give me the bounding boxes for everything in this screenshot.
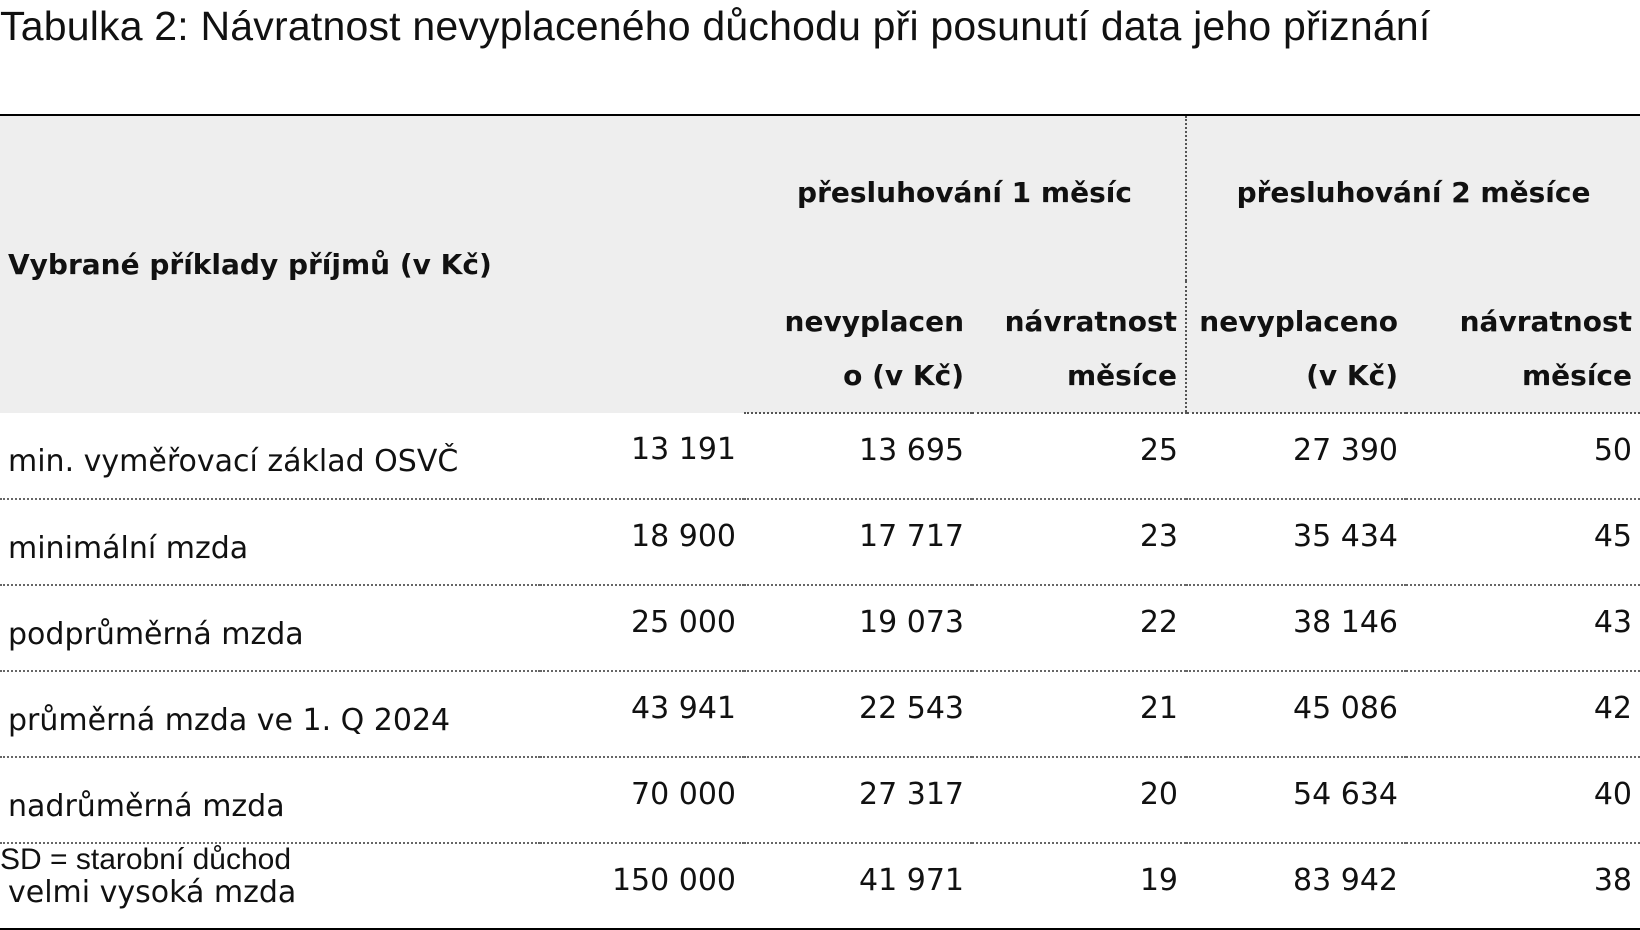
g2-return-cell: 42	[1406, 671, 1640, 757]
col-header-g2-return	[1406, 281, 1640, 413]
col-header-g2-unpaid	[1186, 281, 1406, 413]
g1-unpaid-cell: 19 073	[744, 585, 972, 671]
g1-unpaid-cell: 13 695	[744, 413, 972, 499]
income-cell: 43 941	[540, 671, 744, 757]
group-header-1-month: přesluhování 1 měsíc	[744, 115, 1186, 281]
row-label: min. vyměřovací základ OSVČ	[0, 413, 540, 499]
g1-return-cell: 22	[972, 585, 1186, 671]
col-header-g1-return	[972, 281, 1186, 413]
group-header-2-months: přesluhování 2 měsíce	[1186, 115, 1640, 281]
g1-unpaid-cell: 41 971	[744, 843, 972, 929]
g1-unpaid-cell: 22 543	[744, 671, 972, 757]
g2-unpaid-cell: 45 086	[1186, 671, 1406, 757]
income-cell: 18 900	[540, 499, 744, 585]
col-header-g1-return-line2: měsíce	[1066, 359, 1177, 392]
g2-return-cell: 43	[1406, 585, 1640, 671]
income-cell: 25 000	[540, 585, 744, 671]
g1-return-cell: 20	[972, 757, 1186, 843]
row-label: podprůměrná mzda	[0, 585, 540, 671]
g2-unpaid-cell: 54 634	[1186, 757, 1406, 843]
col-header-g2-return-line2: měsíce	[1521, 359, 1633, 392]
table-row	[0, 757, 1640, 843]
g2-unpaid-cell: 27 390	[1186, 413, 1406, 499]
g2-return-cell: 40	[1406, 757, 1640, 843]
row-label: minimální mzda	[0, 499, 540, 585]
row-label: průměrná mzda ve 1. Q 2024	[0, 671, 540, 757]
table-title: Tabulka 2: Návratnost nevyplaceného důchodu při posunutí data jeho přiznání	[0, 3, 1431, 49]
col-header-g1-unpaid-line2: o (v Kč)	[843, 359, 964, 392]
g1-return-cell: 21	[972, 671, 1186, 757]
table-row	[0, 585, 1640, 671]
col-header-g1-unpaid-line1: nevyplacen	[784, 305, 964, 338]
g2-return-cell: 50	[1406, 413, 1640, 499]
table-row	[0, 413, 1640, 499]
table-row	[0, 671, 1640, 757]
col-header-g2-return-line1: návratnost	[1459, 305, 1633, 338]
income-cell: 70 000	[540, 757, 744, 843]
header-row-groups	[0, 115, 1640, 281]
g2-unpaid-cell: 83 942	[1186, 843, 1406, 929]
g1-return-cell: 25	[972, 413, 1186, 499]
table-footnote: SD = starobní důchod	[0, 843, 292, 876]
g1-unpaid-cell: 17 717	[744, 499, 972, 585]
g1-return-cell: 19	[972, 843, 1186, 929]
col-header-g1-unpaid	[744, 281, 972, 413]
g1-unpaid-cell: 27 317	[744, 757, 972, 843]
income-cell: 150 000	[540, 843, 744, 929]
data-table-container	[0, 114, 1640, 930]
table-row	[0, 499, 1640, 585]
g2-return-cell: 45	[1406, 499, 1640, 585]
row-label: nadrůměrná mzda	[0, 757, 540, 843]
col-header-g1-return-line1: návratnost	[1004, 305, 1177, 338]
g2-unpaid-cell: 35 434	[1186, 499, 1406, 585]
row-label: velmi vysoká mzda	[0, 843, 540, 929]
data-table	[0, 114, 1640, 930]
col-header-g2-unpaid-line2: (v Kč)	[1306, 359, 1398, 392]
income-cell: 13 191	[540, 413, 744, 499]
g2-unpaid-cell: 38 146	[1186, 585, 1406, 671]
g2-return-cell: 38	[1406, 843, 1640, 929]
col-header-g2-unpaid-line1: nevyplaceno	[1199, 305, 1398, 338]
g1-return-cell: 23	[972, 499, 1186, 585]
row-label-header: Vybrané příklady příjmů (v Kč)	[0, 115, 744, 413]
